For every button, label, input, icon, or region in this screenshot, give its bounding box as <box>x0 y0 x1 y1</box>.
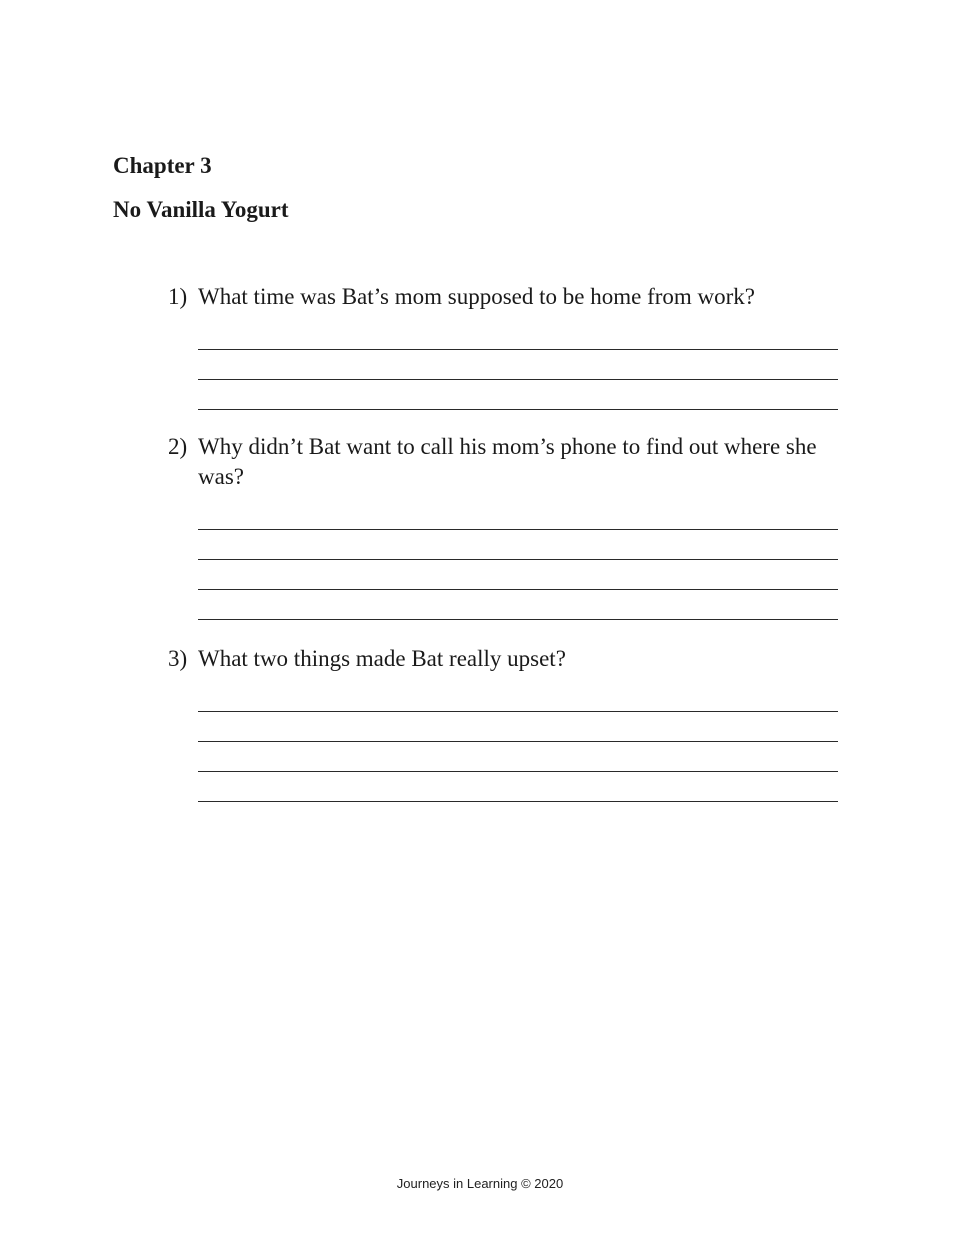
chapter-label: Chapter 3 <box>113 153 212 178</box>
answer-line[interactable] <box>198 380 838 410</box>
answer-lines <box>198 492 838 620</box>
answer-line[interactable] <box>198 350 838 380</box>
answer-line[interactable] <box>198 674 838 712</box>
answer-line[interactable] <box>198 560 838 590</box>
question-text: What time was Bat’s mom supposed to be home from work? <box>198 284 756 309</box>
answer-lines <box>198 674 838 802</box>
question-text: What two things made Bat really upset? <box>198 646 566 671</box>
answer-line[interactable] <box>198 742 838 772</box>
question-text: Why didn’t Bat want to call his mom’s phone to find out where she was? <box>198 434 817 489</box>
question-3 <box>168 644 848 802</box>
question-number: 2) <box>168 434 188 459</box>
question-2 <box>168 432 848 620</box>
question-1 <box>168 282 848 410</box>
answer-line[interactable] <box>198 312 838 350</box>
question-number: 1) <box>168 284 188 309</box>
answer-line[interactable] <box>198 772 838 802</box>
chapter-title: No Vanilla Yogurt <box>113 197 289 222</box>
answer-line[interactable] <box>198 530 838 560</box>
answer-line[interactable] <box>198 712 838 742</box>
copyright-footer: Journeys in Learning © 2020 <box>396 1176 564 1191</box>
answer-line[interactable] <box>198 590 838 620</box>
answer-lines <box>198 312 838 410</box>
answer-line[interactable] <box>198 492 838 530</box>
question-number: 3) <box>168 646 188 671</box>
